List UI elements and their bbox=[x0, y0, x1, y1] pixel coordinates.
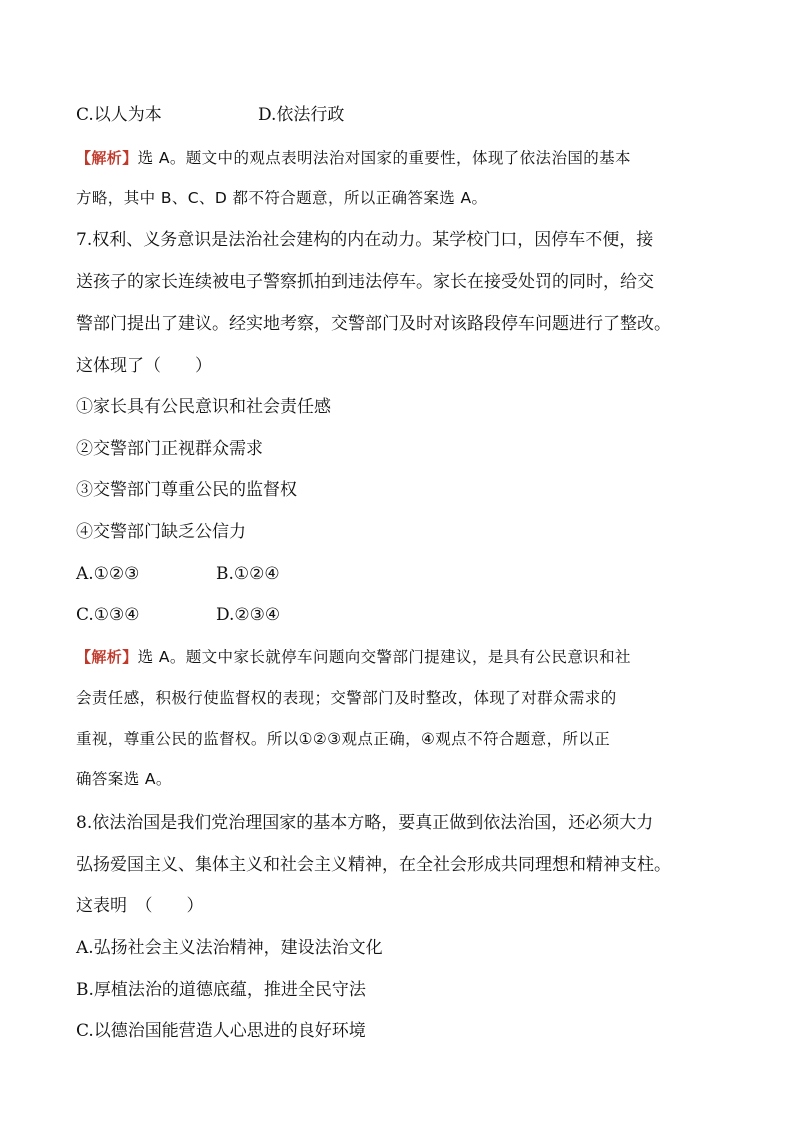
q6-option-c: C.以人为本 bbox=[76, 105, 162, 125]
q7-option-b: B.①②④ bbox=[216, 564, 280, 584]
q7-analysis-tag: 【解析】 bbox=[76, 648, 138, 666]
q7-item-4: ④交警部门缺乏公信力 bbox=[76, 522, 246, 542]
q8-stem-line-3: 这表明 （ ） bbox=[76, 896, 204, 916]
q6-analysis-text-1: 选 A。题文中的观点表明法治对国家的重要性，体现了依法治国的基本 bbox=[137, 149, 631, 167]
q8-option-b: B.厚植法治的道德底蕴，推进全民守法 bbox=[76, 980, 366, 1000]
q7-option-a: A.①②③ bbox=[76, 564, 140, 584]
q7-stem-line-4: 这体现了（ ） bbox=[76, 356, 212, 376]
q8-option-a: A.弘扬社会主义法治精神，建设法治文化 bbox=[76, 938, 383, 958]
q7-options-ab bbox=[76, 562, 280, 586]
q6-analysis-line-2: 方略，其中 B、C、D 都不符合题意，所以正确答案选 A。 bbox=[76, 189, 488, 207]
q7-stem-line-2: 送孩子的家长连续被电子警察抓拍到违法停车。家长在接受处罚的同时，给交 bbox=[76, 272, 654, 292]
q7-analysis-line-3: 重视，尊重公民的监督权。所以①②③观点正确，④观点不符合题意，所以正 bbox=[76, 730, 611, 748]
q7-stem-line-3: 警部门提出了建议。经实地考察，交警部门及时对该路段停车问题进行了整改。 bbox=[76, 314, 671, 334]
q7-analysis-line-2: 会责任感，积极行使监督权的表现；交警部门及时整改，体现了对群众需求的 bbox=[76, 689, 617, 707]
q7-option-c: C.①③④ bbox=[76, 605, 140, 625]
q7-item-3: ③交警部门尊重公民的监督权 bbox=[76, 480, 297, 500]
q7-item-2: ②交警部门正视群众需求 bbox=[76, 439, 263, 459]
q6-analysis-line-1 bbox=[76, 146, 631, 170]
q7-analysis-text-1: 选 A。题文中家长就停车问题向交警部门提建议，是具有公民意识和社 bbox=[137, 648, 631, 666]
q8-stem-line-2: 弘扬爱国主义、集体主义和社会主义精神，在全社会形成共同理想和精神支柱。 bbox=[76, 855, 671, 875]
q6-option-d: D.依法行政 bbox=[258, 105, 345, 125]
q7-analysis-line-4: 确答案选 A。 bbox=[76, 770, 172, 788]
q6-analysis-tag: 【解析】 bbox=[76, 149, 138, 167]
q8-stem-line-1: 8.依法治国是我们党治理国家的基本方略，要真正做到依法治国，还必须大力 bbox=[76, 813, 654, 833]
q7-options-cd bbox=[76, 603, 281, 627]
q7-option-d: D.②③④ bbox=[216, 605, 281, 625]
q7-item-1: ①家长具有公民意识和社会责任感 bbox=[76, 397, 331, 417]
q7-stem-line-1: 7.权利、义务意识是法治社会建构的内在动力。某学校门口，因停车不便，接 bbox=[76, 230, 654, 250]
q6-options-cd bbox=[76, 103, 345, 127]
q7-analysis-line-1 bbox=[76, 645, 631, 669]
q8-option-c: C.以德治国能营造人心思进的良好环境 bbox=[76, 1021, 366, 1041]
